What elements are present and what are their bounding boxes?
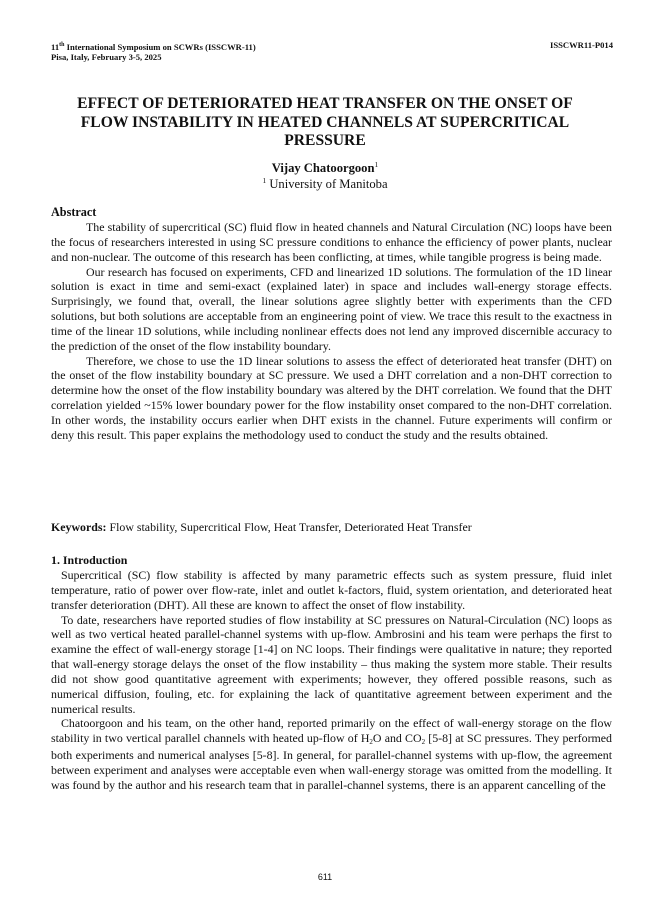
conference-location: Pisa, Italy, February 3-5, 2025 bbox=[51, 52, 162, 63]
conference-header bbox=[51, 40, 256, 63]
abstract-paragraph: Our research has focused on experiments, CFD and linearized 1D solutions. The formulation of the 1D linear solution is exact in time and semi-exact (explained later) in space and includes wall-energy storage effects. Surprisingly, we found that, overall, the linear solutions agree slightly better with experiments than the CFD solutions, but both solutions are acceptable from an engineering point of view. We trace this result to the exactness in time of the linear 1D solutions, while including nonlinear effects does not lend any improved discernible accuracy to the prediction of the onset of the flow instability boundary. bbox=[51, 264, 612, 353]
section-heading: 1. Introduction bbox=[51, 553, 128, 567]
intro-paragraph: To date, researchers have reported studies of flow instability at SC pressures on Natural-Circulation (NC) loops as well as two vertical heated parallel-channel systems with up-flow. Ambrosini and his team were perhaps the first to examine the effect of wall-energy storage [1-4] on NC loops. Their findings were qualitative in nature; they reported that wall-energy storage delays the onset of the flow instability – thus making the system more stable. Their results did not show good quantitative agreement with experiments; however, they offered possible reasons, such as numerical diffusion, fouling, etc. for explaining the lack of quantitative agreement between experiment and the numerical results. bbox=[51, 612, 612, 716]
abstract-paragraph: Therefore, we chose to use the 1D linear solutions to assess the effect of deteriorated heat transfer (DHT) on the onset of the flow instability boundary at SC pressure. We used a DHT correlation and a non-DHT correction to determine how the onset of the flow instability boundary was altered by the DHT correlation. We found that the DHT correlation yielded ~15% lower boundary power for the flow instability onset compared to the non-DHT correlation. In other words, the instability occurs earlier when DHT exists in the channel. Future experiments will confirm or deny this result. This paper explains the methodology used to conduct the study and the results obtained. bbox=[51, 353, 612, 442]
abstract-paragraph: The stability of supercritical (SC) fluid flow in heated channels and Natural Circulation (NC) loops have been the focus of researchers interested in using SC pressure conditions to enhance the efficiency of power plants, nuclear and non-nuclear. The outcome of this research has been conflicting, at times, while tangible progress is being made. bbox=[51, 220, 612, 264]
keywords-text: Flow stability, Supercritical Flow, Heat Transfer, Deteriorated Heat Transfer bbox=[106, 520, 472, 534]
abstract-body bbox=[51, 220, 612, 443]
author-line: Vijay Chatoorgoon$^1$ bbox=[271, 160, 379, 175]
conference-name: 11th International Symposium on SCWRs (ISSCWR-11) bbox=[51, 41, 256, 52]
introduction-body bbox=[51, 568, 612, 793]
page-number: 611 bbox=[317, 872, 333, 882]
affiliation: $^1$ University of Manitoba bbox=[262, 176, 388, 191]
intro-paragraph: Chatoorgoon and his team, on the other hand, reported primarily on the effect of wall-energy storage on the flow stability in two vertical parallel channels with heated up-flow of $H_2O$ and $CO_2$ [5-8] at SC pressures. They performed both experiments and numerical analyses [5-8]. In general, for parallel-channel systems with up-flow, the agreement between experiment and analyses were acceptable even when wall-energy storage was omitted from the modelling. It was found by the author and his research team that in parallel-channel systems, there is an apparent cancelling of the bbox=[51, 716, 613, 792]
intro-paragraph: Supercritical (SC) flow stability is affected by many parametric effects such as system pressure, fluid inlet temperature, ratio of power over flow-rate, inlet and outlet k-factors, fluid, system orientation, and deteriorated heat transfer deterioration (DHT). All these are known to affect the onset of flow instability. bbox=[51, 568, 612, 612]
paper-title: EFFECT OF DETERIORATED HEAT TRANSFER ON THE ONSET OF FLOW INSTABILITY IN HEATED CHANNELS AT SUPERCRITICAL PRESSURE bbox=[77, 95, 573, 149]
author-name: Vijay Chatoorgoon bbox=[271, 161, 375, 175]
keywords-label: Keywords: bbox=[51, 520, 107, 534]
abstract-heading: Abstract bbox=[51, 205, 97, 219]
keywords bbox=[51, 520, 612, 535]
paper-id: ISSCWR11-P014 bbox=[549, 40, 613, 50]
